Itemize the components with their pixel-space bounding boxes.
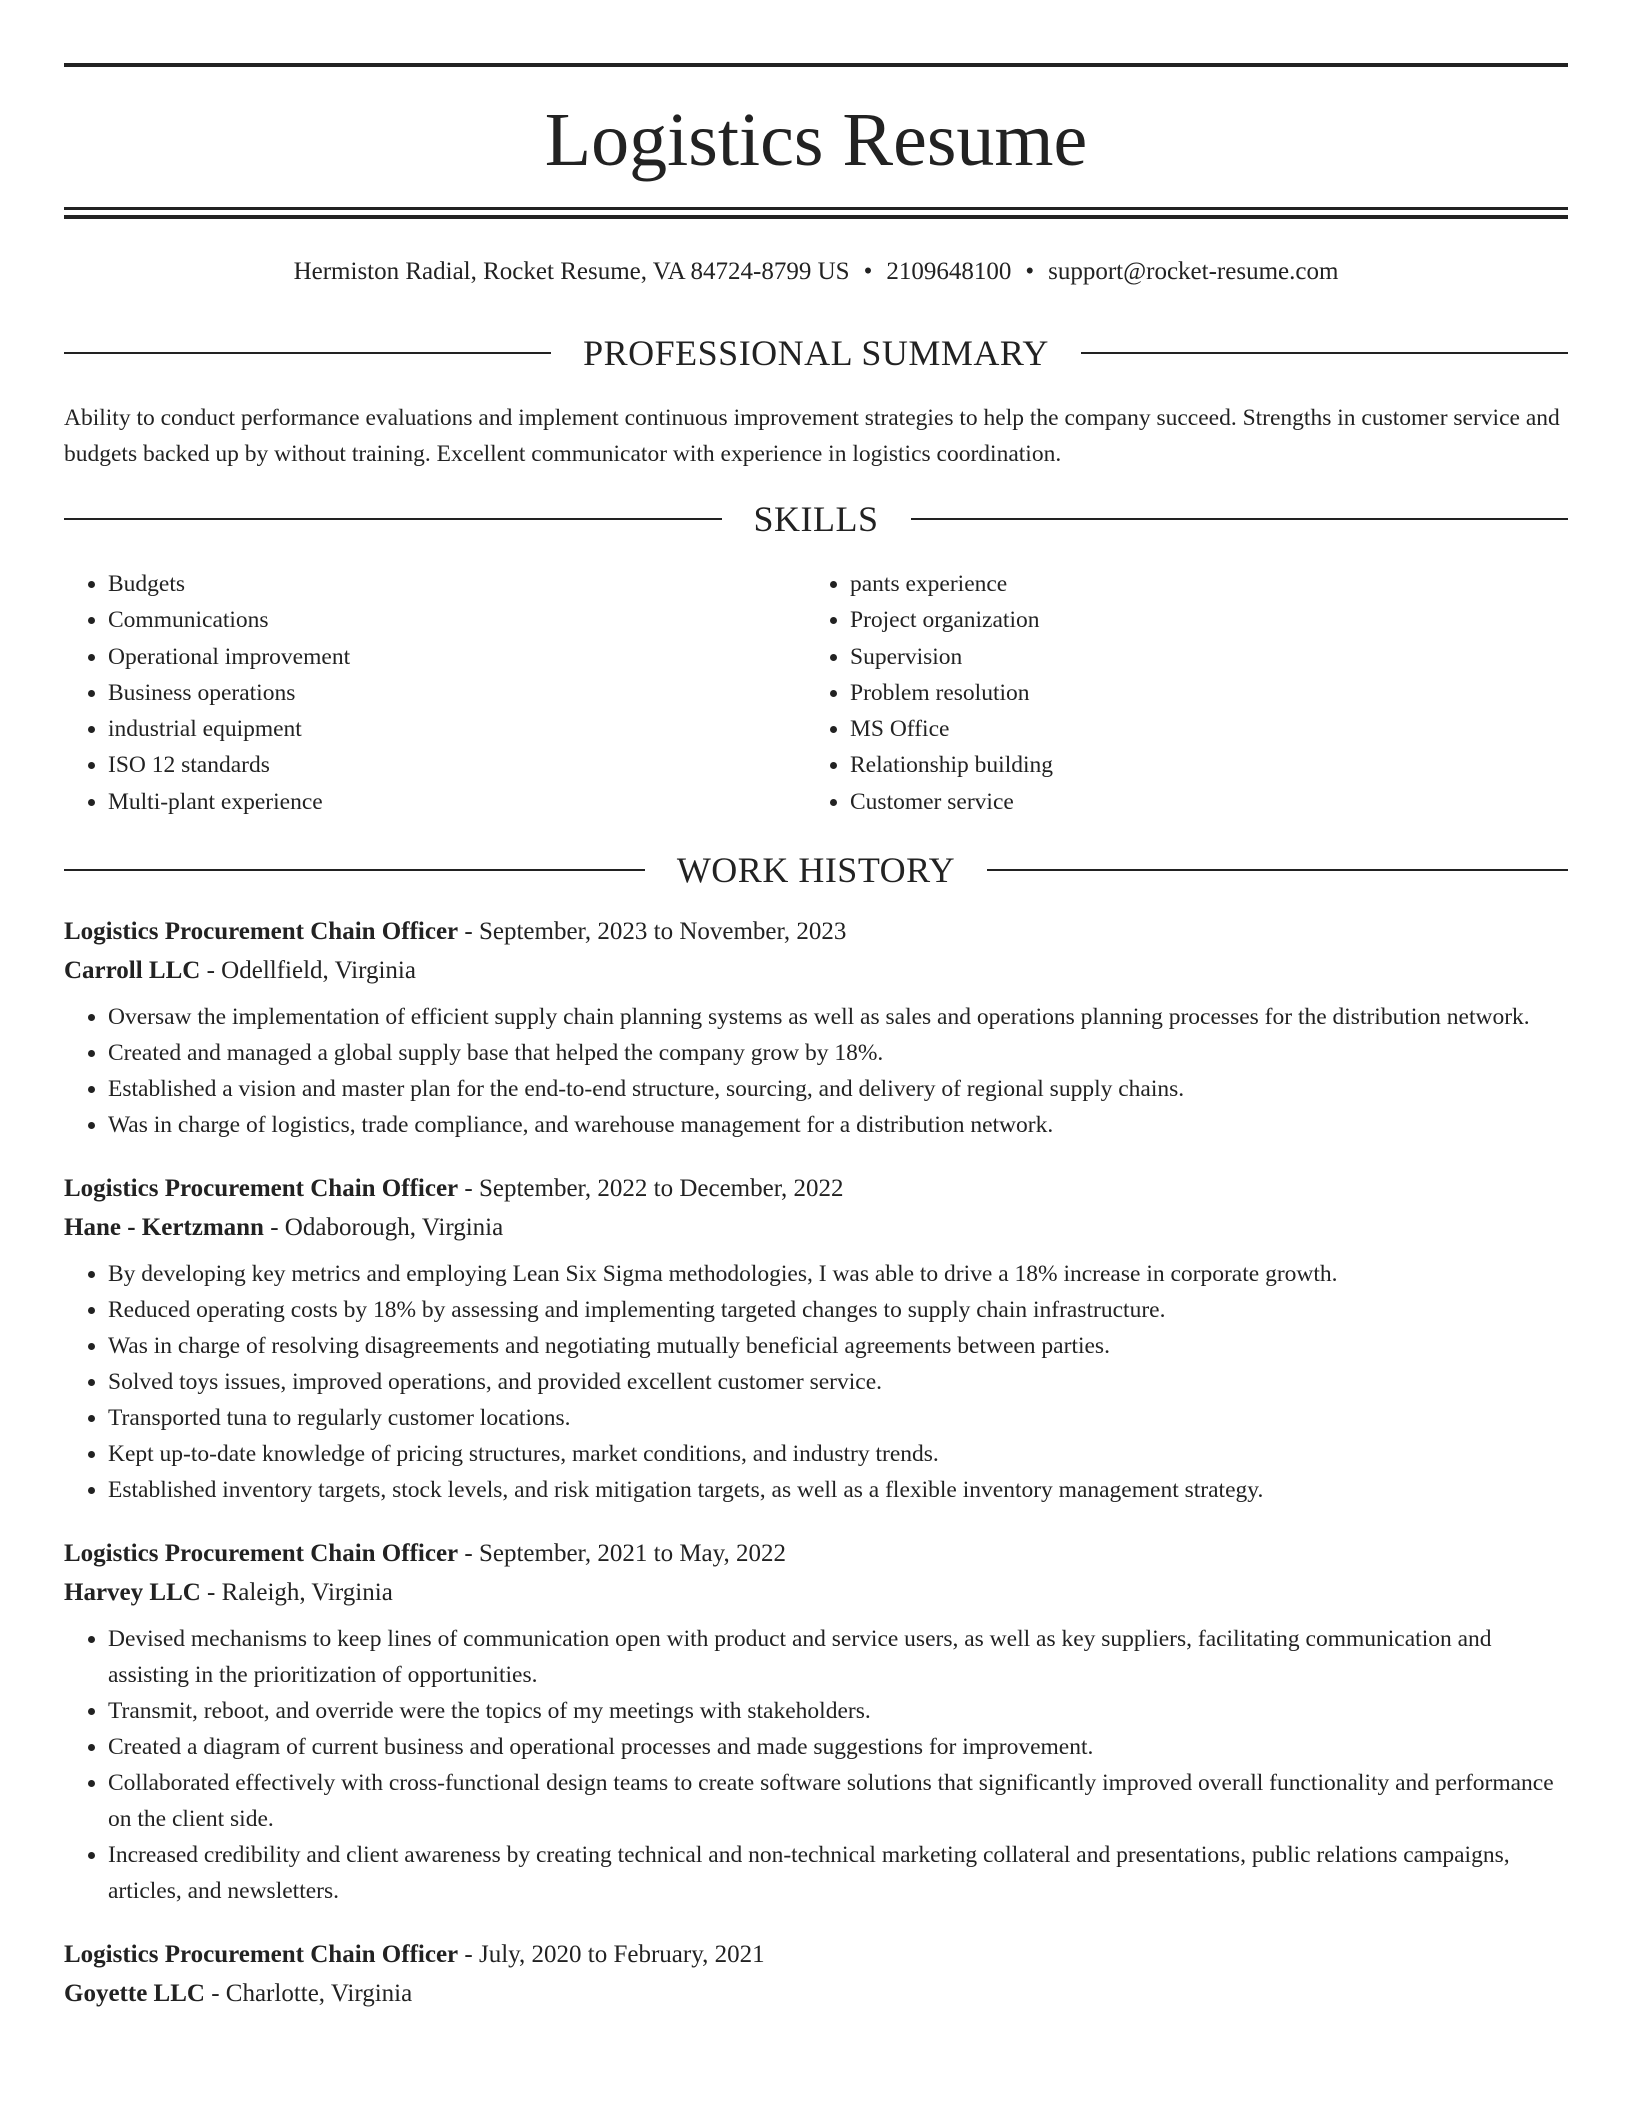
job-location: Odaborough, Virginia: [284, 1214, 504, 1241]
work-heading: [64, 848, 1568, 892]
heading-rule-right: [987, 869, 1568, 871]
dash: -: [458, 1941, 479, 1968]
job-dates: September, 2022 to December, 2022: [478, 1175, 844, 1202]
skill-item: • MS Office: [850, 711, 1548, 747]
job-entry: [64, 912, 1568, 1143]
job-bullets: [64, 999, 1568, 1143]
job-title: Logistics Procurement Chain Officer: [64, 1941, 459, 1968]
heading-rule-right: [911, 518, 1569, 520]
job-title-row: [64, 1169, 1568, 1208]
skills-heading-label: SKILLS: [753, 499, 879, 539]
top-rule: [64, 63, 1568, 67]
skill-item: • Budgets: [108, 566, 806, 602]
job-bullet: • Oversaw the implementation of efficient supply chain planning systems as well as sales and operations planning processes for the distribution network.: [108, 999, 1568, 1035]
contact-separator: •: [1025, 258, 1035, 285]
dash: -: [200, 1579, 222, 1606]
job-bullet: • Created a diagram of current business and operational processes and made suggestions for improvement.: [108, 1729, 1568, 1765]
contact-email: support@rocket-resume.com: [1048, 258, 1339, 285]
dash: -: [200, 957, 222, 984]
heading-rule-left: [64, 352, 551, 354]
job-company-row: [64, 1974, 1568, 2013]
title-rule-upper: [64, 207, 1568, 210]
dash: -: [458, 1540, 479, 1567]
skill-item: • Problem resolution: [850, 675, 1548, 711]
heading-rule-left: [64, 518, 722, 520]
skill-item: • Multi-plant experience: [108, 784, 806, 820]
dash: -: [263, 1214, 285, 1241]
job-title: Logistics Procurement Chain Officer: [64, 1175, 459, 1202]
contact-address: Hermiston Radial, Rocket Resume, VA 84724-8799 US: [293, 258, 850, 285]
job-bullet: • Established inventory targets, stock levels, and risk mitigation targets, as well as a flexible inventory management strategy.: [108, 1472, 1568, 1508]
job-company: Carroll LLC: [64, 957, 201, 984]
skill-item: • pants experience: [850, 566, 1548, 602]
summary-heading-label: PROFESSIONAL SUMMARY: [583, 333, 1049, 373]
job-bullet: • Established a vision and master plan for the end-to-end structure, sourcing, and delivery of regional supply chains.: [108, 1071, 1568, 1107]
job-dates: September, 2021 to May, 2022: [478, 1540, 787, 1567]
skills-column-right: [806, 566, 1548, 820]
job-company: Hane - Kertzmann: [64, 1214, 264, 1241]
job-entry: [64, 1534, 1568, 1909]
job-company-row: [64, 1573, 1568, 1612]
job-company: Harvey LLC: [64, 1579, 201, 1606]
job-company-row: [64, 1208, 1568, 1247]
skills-heading: [64, 497, 1568, 541]
contact-line: [64, 254, 1568, 290]
job-title: Logistics Procurement Chain Officer: [64, 1540, 459, 1567]
work-heading-label: WORK HISTORY: [676, 850, 956, 890]
dash: -: [204, 1980, 226, 2007]
dash: -: [458, 918, 479, 945]
job-title-row: [64, 1534, 1568, 1573]
job-bullet: • Kept up-to-date knowledge of pricing structures, market conditions, and industry trends.: [108, 1436, 1568, 1472]
job-bullet: • Increased credibility and client awareness by creating technical and non-technical marketing collateral and presentations, public relations campaigns, articles, and newsletters.: [108, 1837, 1568, 1909]
skill-item: • Project organization: [850, 602, 1548, 638]
heading-rule-left: [64, 869, 645, 871]
resume-title: Logistics Resume: [544, 98, 1088, 182]
job-bullet: • Transmit, reboot, and override were the topics of my meetings with stakeholders.: [108, 1693, 1568, 1729]
job-bullets: [64, 1621, 1568, 1909]
job-title-row: [64, 1935, 1568, 1974]
contact-separator: •: [863, 258, 873, 285]
job-location: Charlotte, Virginia: [225, 1980, 413, 2007]
job-title: Logistics Procurement Chain Officer: [64, 918, 459, 945]
skill-item: • Operational improvement: [108, 639, 806, 675]
skill-item: • Customer service: [850, 784, 1548, 820]
job-bullet: • Transported tuna to regularly customer locations.: [108, 1400, 1568, 1436]
summary-heading: [64, 331, 1568, 375]
job-location: Raleigh, Virginia: [221, 1579, 393, 1606]
job-bullet: • By developing key metrics and employing Lean Six Sigma methodologies, I was able to drive a 18% increase in corporate growth.: [108, 1256, 1568, 1292]
summary-text: Ability to conduct performance evaluations and implement continuous improvement strategies to help the company succeed. Strengths in customer service and budgets backed up by without training. Excellent communicator with experience in logistics coordination.: [64, 405, 1560, 467]
skills-list: [64, 566, 1568, 820]
dash: -: [458, 1175, 479, 1202]
skill-item: • industrial equipment: [108, 711, 806, 747]
job-bullet: • Created and managed a global supply base that helped the company grow by 18%.: [108, 1035, 1568, 1071]
heading-rule-right: [1081, 352, 1568, 354]
skills-column-left: [64, 566, 806, 820]
job-bullet: • Devised mechanisms to keep lines of communication open with product and service users, as well as key suppliers, facilitating communication and assisting in the prioritization of opportunities.: [108, 1621, 1568, 1693]
job-title-row: [64, 912, 1568, 951]
job-location: Odellfield, Virginia: [221, 957, 416, 984]
skill-item: • Relationship building: [850, 747, 1548, 783]
job-company-row: [64, 951, 1568, 990]
job-bullet: • Solved toys issues, improved operations, and provided excellent customer service.: [108, 1364, 1568, 1400]
skill-item: • Supervision: [850, 639, 1548, 675]
work-history-list: [64, 912, 1568, 2039]
title-rule-lower: [64, 215, 1568, 219]
job-bullets: [64, 1256, 1568, 1508]
job-dates: July, 2020 to February, 2021: [478, 1941, 765, 1968]
job-bullet: • Was in charge of resolving disagreements and negotiating mutually beneficial agreements between parties.: [108, 1328, 1568, 1364]
job-bullet: • Reduced operating costs by 18% by assessing and implementing targeted changes to supply chain infrastructure.: [108, 1292, 1568, 1328]
job-entry: [64, 1935, 1568, 2013]
skill-item: • ISO 12 standards: [108, 747, 806, 783]
contact-phone: 2109648100: [886, 258, 1012, 285]
job-bullet: • Was in charge of logistics, trade compliance, and warehouse management for a distribution network.: [108, 1107, 1568, 1143]
job-bullet: • Collaborated effectively with cross-functional design teams to create software solutions that significantly improved overall functionality and performance on the client side.: [108, 1765, 1568, 1837]
job-company: Goyette LLC: [64, 1980, 205, 2007]
skill-item: • Communications: [108, 602, 806, 638]
job-entry: [64, 1169, 1568, 1508]
job-dates: September, 2023 to November, 2023: [478, 918, 847, 945]
skill-item: • Business operations: [108, 675, 806, 711]
